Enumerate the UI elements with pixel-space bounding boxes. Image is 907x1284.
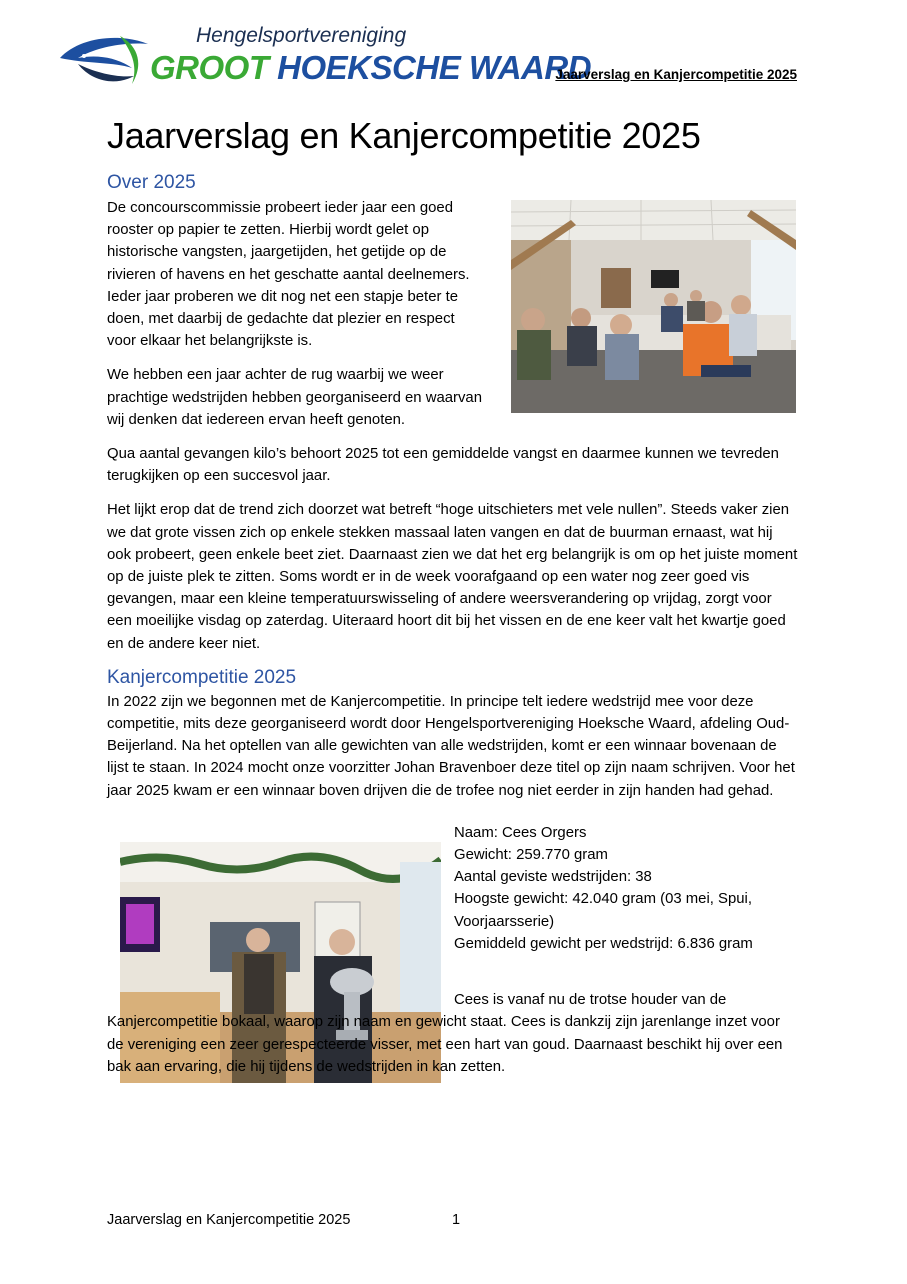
page-number: 1 bbox=[452, 1212, 461, 1228]
stat-highest: Hoogste gewicht: 42.040 gram (03 mei, Spui, Voorjaarsserie) bbox=[454, 891, 752, 930]
stat-matches: Aantal geviste wedstrijden: 38 bbox=[454, 869, 652, 886]
logo-subtitle: Hengelsportvereniging bbox=[196, 24, 407, 47]
running-header-title: Jaarverslag en Kanjercompetitie 2025 bbox=[555, 67, 797, 82]
closing-paragraph: Cees is vanaf nu de trotse houder van de Kanjercompetitie bokaal, waarop zijn naam en gewicht staat. Cees is dankzij zijn jarenlange inzet voor de vereniging een zeer gerespecteerde visser, met een hart van goud. Daarnaast beschikt hij over een bak aan ervaring, die hij tijdens de wedstrijden in kan zetten. bbox=[107, 992, 783, 1075]
winner-stats bbox=[454, 822, 799, 955]
stat-name: Naam: Cees Orgers bbox=[454, 824, 587, 841]
page-content bbox=[107, 110, 799, 1078]
paragraph: De concourscommissie probeert ieder jaar een goed rooster op papier te zetten. Hierbij wordt gelet op historische vangsten, jaargetijden, het getijde op de rivieren of havens en het geschatte aantal deelnemers. Ieder jaar proberen we dit nog net een stapje beter te doen, met daarbij de gedachte dat plezier en respect voor elkaar het belangrijkste is. bbox=[107, 200, 470, 350]
paragraph: Qua aantal gevangen kilo’s behoort 2025 tot een gemiddelde vangst en daarmee kunnen we tevreden terugkijken op een succesvol jaar. bbox=[107, 446, 779, 485]
page-header bbox=[58, 22, 803, 96]
fish-logo-icon bbox=[58, 28, 150, 92]
footer-title: Jaarverslag en Kanjercompetitie 2025 bbox=[107, 1212, 351, 1228]
paragraph: Het lijkt erop dat de trend zich doorzet wat betreft “hoge uitschieters met vele nullen”. Steeds vaker zien we dat grote vissen zich op enkele stekken massaal laten vangen en dat de buurman ernaast, wat hij ook probeert, geen enkele beet ziet. Daarnaast zien we dat het erg belangrijk is om op het juiste moment op de juiste plek te zitten. Soms wordt er in de week voorafgaand op een water nog zeer goed vis gevangen, maar een kleine temperatuurswisseling of andere weersverandering op vrijdag, zorgt voor een moeilijke visdag op zaterdag. Uiteraard hoort dit bij het vissen en de ene keer valt het kwartje goed en de andere keer niet. bbox=[107, 502, 798, 652]
club-logo bbox=[58, 22, 592, 94]
logo-wordmark bbox=[150, 49, 591, 87]
page-title: Jaarverslag en Kanjercompetitie 2025 bbox=[107, 115, 701, 156]
paragraph: We hebben een jaar achter de rug waarbij we weer prachtige wedstrijden hebben georganiseerd en waarvan wij denken dat iedereen ervan heeft genoten. bbox=[107, 367, 482, 428]
logo-word-hoeksche-waard: HOEKSCHE WAARD bbox=[277, 49, 592, 86]
stat-average: Gemiddeld gewicht per wedstrijd: 6.836 gram bbox=[454, 935, 753, 952]
stat-weight: Gewicht: 259.770 gram bbox=[454, 847, 608, 864]
page-footer bbox=[107, 1212, 461, 1228]
paragraph: In 2022 zijn we begonnen met de Kanjercompetitie. In principe telt iedere wedstrijd mee voor deze competitie, mits deze georganiseerd wordt door Hengelsportvereniging Hoeksche Waard, afdeling Oud-Beijerland. Na het optellen van alle gewichten van alle wedstrijden, komt er een winnaar bovenaan de lijst te staan. In 2024 mocht onze voorzitter Johan Bravenboer deze titel op zijn naam schrijven. Voor het jaar 2025 kwam er een winnaar boven drijven die de trofee nog niet eerder in zijn handen had gehad. bbox=[107, 693, 795, 799]
section-heading-kanjercompetitie: Kanjercompetitie 2025 bbox=[107, 666, 297, 688]
section-heading-over-2025: Over 2025 bbox=[107, 172, 196, 193]
logo-word-groot: GROOT bbox=[150, 49, 269, 86]
